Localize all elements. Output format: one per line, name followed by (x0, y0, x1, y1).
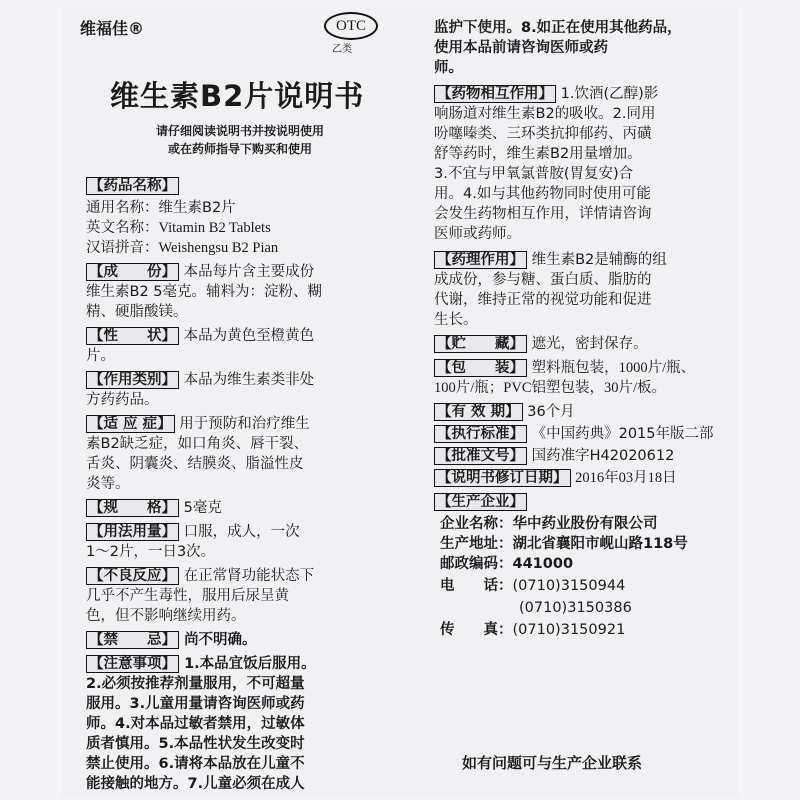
interaction-text: 医师或药师。 (434, 226, 521, 242)
adverse-text: 几乎不产生毒性，服用后尿呈黄 (86, 588, 289, 604)
validity-text: 36个月 (527, 404, 575, 420)
storage-text: 遮光，密封保存。 (531, 336, 648, 352)
approval-label: 【批准文号】 (434, 447, 527, 465)
standard-label: 【执行标准】 (434, 425, 527, 443)
maker-address: 生产地址：湖北省襄阳市岘山路118号 (440, 536, 688, 552)
page-title: 维生素B2片说明书 (110, 79, 365, 113)
interaction-text: 舒等药时，维生素B2用量增加。 (434, 146, 642, 162)
interaction-text: 3.不宜与甲氧氯普胺(胃复安)合 (434, 166, 634, 182)
english-name: 英文名称：Vitamin B2 Tablets (86, 220, 271, 236)
interaction-text: 会发生药物相互作用，详情请咨询 (434, 206, 652, 222)
maker-name: 企业名称：华中药业股份有限公司 (440, 516, 658, 532)
character-text: 本品为黄色至橙黄色 (183, 328, 315, 344)
composition-text: 本品每片含主要成份 (183, 264, 315, 280)
footer-contact-note: 如有问题可与生产企业联系 (462, 754, 643, 772)
indication-label: 【适 应 症】 (86, 415, 175, 433)
otc-category: 乙类 (332, 44, 352, 55)
usage-label: 【用法用量】 (86, 523, 179, 541)
tel-label: 电 话： (440, 578, 513, 594)
indication-text: 用于预防和治疗维生 (179, 416, 310, 432)
interaction-label: 【药物相互作用】 (434, 85, 556, 103)
notes-cont-text: 使用本品前请咨询医师或药 (434, 40, 608, 56)
interaction-text: 吩噻嗪类、三环类抗抑郁药、丙磺 (434, 126, 652, 142)
notes-text: 服用。3.儿童用量请咨询医师或药 (86, 696, 305, 712)
interaction-text: 1.饮酒(乙醇)影 (560, 86, 659, 102)
indication-text: 炎等。 (86, 476, 130, 492)
standard-text: 《中国药典》2015年版二部 (531, 426, 714, 442)
tel-1: (0710)3150944 (512, 578, 626, 594)
pharm-text: 代谢，维持正常的视觉功能和促进 (434, 292, 652, 308)
notes-text: 禁止使用。6.请将本品放在儿童不 (86, 756, 305, 772)
adverse-label: 【不良反应】 (86, 567, 179, 585)
fax-label: 传 真： (440, 622, 513, 638)
spec-text: 5毫克 (183, 500, 222, 516)
composition-text: 维生素B2 5毫克。辅料为：淀粉、糊 (86, 284, 323, 300)
subtitle-line-1: 请仔细阅读说明书并按说明使用 (155, 124, 324, 138)
interaction-text: 响肠道对维生素B2的吸收。2.同用 (434, 106, 656, 122)
pharm-text: 维生素B2是辅酶的组 (531, 252, 667, 268)
notes-text: 质者慎用。5.本品性状发生改变时 (86, 736, 305, 752)
fax-number: (0710)3150921 (512, 622, 626, 638)
otc-mark: OTC (324, 12, 378, 40)
usage-text: 口服，成人，一次 (183, 524, 300, 540)
subtitle-line-2: 或在药师指导下购买和使用 (167, 142, 312, 156)
contra-text: 尚不明确。 (184, 632, 257, 648)
package-text: 塑料瓶包装，1000片/瓶、 (531, 360, 696, 376)
revision-text: 2016年03月18日 (575, 470, 677, 486)
revision-label: 【说明书修订日期】 (434, 469, 571, 487)
adverse-text: 在正常肾功能状态下 (183, 568, 315, 584)
storage-label: 【贮 藏】 (434, 335, 527, 353)
category-text: 本品为维生素类非处 (183, 372, 315, 388)
notes-label: 【注意事项】 (86, 655, 179, 673)
category-label: 【作用类别】 (86, 371, 179, 389)
indication-text: 素B2缺乏症，如口角炎、唇干裂、 (86, 436, 309, 452)
indication-text: 舌炎、阴囊炎、结膜炎、脂溢性皮 (86, 456, 304, 472)
adverse-text: 色，但不影响继续用药。 (86, 608, 246, 624)
contra-label: 【禁 忌】 (86, 631, 179, 649)
pharm-text: 成成份，参与糖、蛋白质、脂肪的 (434, 272, 652, 288)
pharm-text: 生长。 (434, 312, 478, 328)
composition-text: 精、硬脂酸镁。 (86, 304, 188, 320)
notes-text: 能接触的地方。7.儿童必须在成人 (86, 776, 305, 792)
generic-name: 通用名称：维生素B2片 (86, 200, 236, 216)
usage-text: 1～2片，一日3次。 (86, 544, 216, 560)
tel-2: (0710)3150386 (519, 600, 632, 616)
maker-zip: 邮政编码：441000 (440, 556, 574, 572)
spec-label: 【规 格】 (86, 499, 179, 517)
pinyin-name: 汉语拼音：Weishengsu B2 Pian (86, 240, 279, 256)
composition-label: 【成 份】 (86, 263, 179, 281)
drug-name-label: 【药品名称】 (86, 177, 179, 195)
validity-label: 【有 效 期】 (434, 403, 523, 421)
notes-text: 1.本品宜饭后服用。 (184, 656, 316, 672)
package-text: 100片/瓶；PVC铝塑包装，30片/板。 (434, 380, 667, 396)
notes-cont-text: 师。 (434, 60, 463, 76)
notes-cont-text: 监护下使用。8.如正在使用其他药品， (434, 20, 682, 36)
category-text: 方药药品。 (86, 392, 159, 408)
package-label: 【包 装】 (434, 359, 527, 377)
approval-text: 国药准字H42020612 (531, 448, 675, 464)
brand-name: 维福佳® (80, 19, 145, 38)
pharm-label: 【药理作用】 (434, 251, 527, 269)
notes-text: 师。4.对本品过敏者禁用，过敏体 (86, 716, 305, 732)
character-label: 【性 状】 (86, 327, 179, 345)
notes-text: 2.必须按推荐剂量服用，不可超量 (86, 676, 305, 692)
character-text: 片。 (86, 348, 115, 364)
otc-badge (318, 12, 388, 54)
maker-label: 【生产企业】 (434, 493, 527, 511)
interaction-text: 用。4.如与其他药物同时使用可能 (434, 186, 651, 202)
